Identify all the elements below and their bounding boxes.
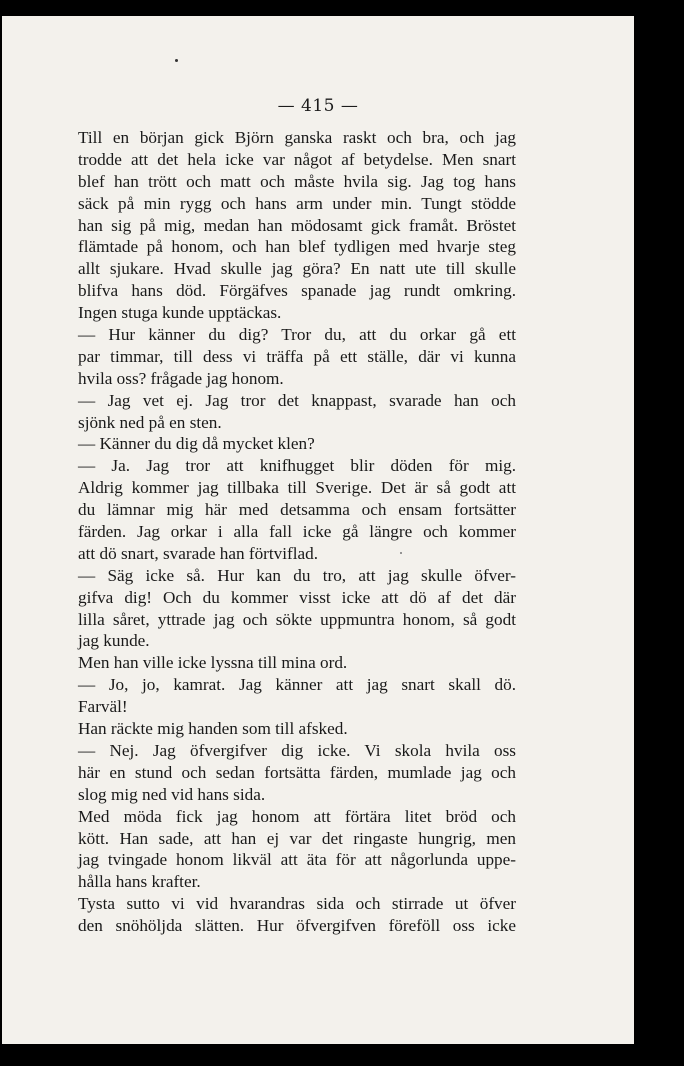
ink-speck [175,59,178,62]
text-line: — Jag vet ej. Jag tror det knappast, svarade han och [78,390,516,410]
text-line: hvila oss? frågade jag honom. [78,368,284,388]
text-line: hålla hans krafter. [78,872,201,892]
text-line: lilla såret, yttrade jag och sökte uppmuntra honom, så godt [78,609,516,629]
text-line: gifva dig! Och du kommer visst icke att dö af det där [78,587,516,607]
text-line: Han räckte mig handen som till afsked. [78,719,348,739]
text-line: — Jo, jo, kamrat. Jag känner att jag snart skall dö. [78,675,516,695]
text-line: — Nej. Jag öfvergifver dig icke. Vi skola hvila oss [78,740,516,760]
text-line: den snöhöljda slätten. Hur öfvergifven föreföll oss icke [78,916,516,936]
text-line: du lämnar mig här med detsamma och ensam fortsätter [78,500,516,520]
text-line: kött. Han sade, att han ej var det ringaste hungrig, men [78,828,516,848]
text-line: — Hur känner du dig? Tror du, att du orkar gå ett [78,325,516,345]
text-line: Med möda fick jag honom att förtära litet bröd och [78,806,516,826]
text-line: sjönk ned på en sten. [78,412,222,432]
text-line: — Känner du dig då mycket klen? [78,434,315,454]
text-line: säck på min rygg och hans arm under min. Tungt stödde [78,193,516,213]
book-page [2,16,634,1044]
text-line: Men han ville icke lyssna till mina ord. [78,653,348,673]
text-line: här en stund och sedan fortsätta färden, mumlade jag och [78,762,516,782]
text-line: trodde att det hela icke var något af betydelse. Men snart [78,149,516,169]
text-line: färden. Jag orkar i alla fall icke gå längre och kommer [78,522,516,542]
text-line: par timmar, till dess vi träffa på ett ställe, där vi kunna [78,346,516,366]
text-line: han sig på mig, medan han mödosamt gick framåt. Bröstet [78,215,516,235]
text-line: — Ja. Jag tror att knifhugget blir döden för mig. [78,456,516,476]
text-line: allt sjukare. Hvad skulle jag göra? En natt ute till skulle [78,259,516,279]
text-line: Aldrig kommer jag tillbaka till Sverige. Det är så godt att [78,478,516,498]
page-number: — 415 — [277,96,359,116]
text-line: — Säg icke så. Hur kan du tro, att jag skulle öfver- [78,565,516,585]
text-line: Ingen stuga kunde upptäckas. [78,303,282,323]
text-line: Till en början gick Björn ganska raskt och bra, och jag [78,128,516,147]
text-line: blef han trött och matt och måste hvila sig. Jag tog hans [78,171,516,191]
text-line: jag kunde. [78,631,150,651]
text-line: blifva hans död. Förgäfves spanade jag rundt omkring. [78,281,516,301]
text-line: att dö snart, svarade han förtviflad. [78,543,319,563]
text-line: flämtade på honom, och han blef tydligen med hvarje steg [78,237,516,257]
text-line: jag tvingade honom likväl att äta för att någorlunda uppe- [78,850,516,870]
text-line: Farväl! [78,697,128,717]
text-line: slog mig ned vid hans sida. [78,784,266,804]
body-text [78,127,516,937]
text-line: Tysta sutto vi vid hvarandras sida och stirrade ut öfver [78,894,516,914]
